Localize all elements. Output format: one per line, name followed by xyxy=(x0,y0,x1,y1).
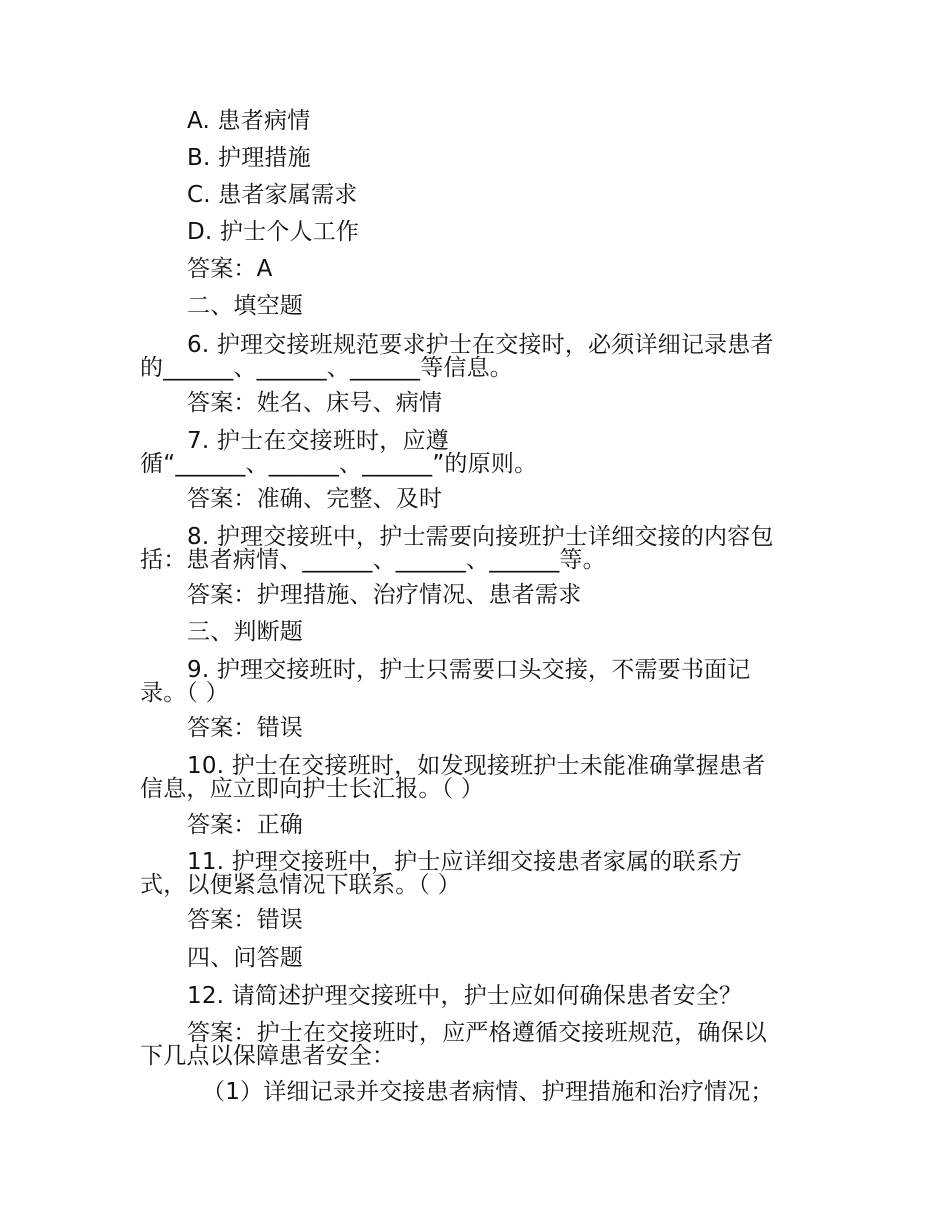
question-10-line-1: 10. 护士在交接班时，如发现接班护士未能准确掌握患者 xyxy=(187,753,766,779)
section-heading-qa: 四、问答题 xyxy=(187,945,303,971)
answer-9: 答案：错误 xyxy=(187,715,303,741)
section-heading-fill-blank: 二、填空题 xyxy=(187,293,303,319)
answer-12-point-1: （1）详细记录并交接患者病情、护理措施和治疗情况； xyxy=(202,1079,774,1105)
answer-8: 答案：护理措施、治疗情况、患者需求 xyxy=(187,582,582,608)
question-11-line-1: 11. 护理交接班中，护士应详细交接患者家属的联系方 xyxy=(187,849,743,875)
question-11-line-2: 式，以便紧急情况下联系。（ ） xyxy=(140,872,461,898)
answer-12-line-2: 下几点以保障患者安全： xyxy=(140,1043,396,1069)
section-heading-true-false: 三、判断题 xyxy=(187,619,303,645)
question-9-line-2: 录。（ ） xyxy=(140,680,229,706)
question-7-line-2: 循“______、______、______”的原则。 xyxy=(140,451,538,477)
question-9-line-1: 9. 护理交接班时，护士只需要口头交接，不需要书面记 xyxy=(187,657,751,683)
option-a: A. 患者病情 xyxy=(187,108,311,134)
question-8-line-2: 括：患者病情、______、______、______等。 xyxy=(140,547,606,573)
question-12: 12. 请简述护理交接班中，护士应如何确保患者安全？ xyxy=(187,983,743,1009)
answer-6: 答案：姓名、床号、病情 xyxy=(187,390,443,416)
option-c: C. 患者家属需求 xyxy=(187,182,358,208)
question-6-line-2: 的______、______、______等信息。 xyxy=(140,355,513,381)
answer-11: 答案：错误 xyxy=(187,907,303,933)
option-d: D. 护士个人工作 xyxy=(187,219,360,245)
answer-7: 答案：准确、完整、及时 xyxy=(187,486,443,512)
question-6-line-1: 6. 护理交接班规范要求护士在交接时，必须详细记录患者 xyxy=(187,332,774,358)
option-b: B. 护理措施 xyxy=(187,145,311,171)
question-10-line-2: 信息，应立即向护士长汇报。（ ） xyxy=(140,776,485,802)
answer-5: 答案：A xyxy=(187,256,273,282)
answer-10: 答案：正确 xyxy=(187,812,303,838)
question-7-line-1: 7. 护士在交接班时，应遵 xyxy=(187,428,449,454)
answer-12-line-1: 答案：护士在交接班时，应严格遵循交接班规范，确保以 xyxy=(187,1020,767,1046)
question-8-line-1: 8. 护理交接班中，护士需要向接班护士详细交接的内容包 xyxy=(187,524,774,550)
